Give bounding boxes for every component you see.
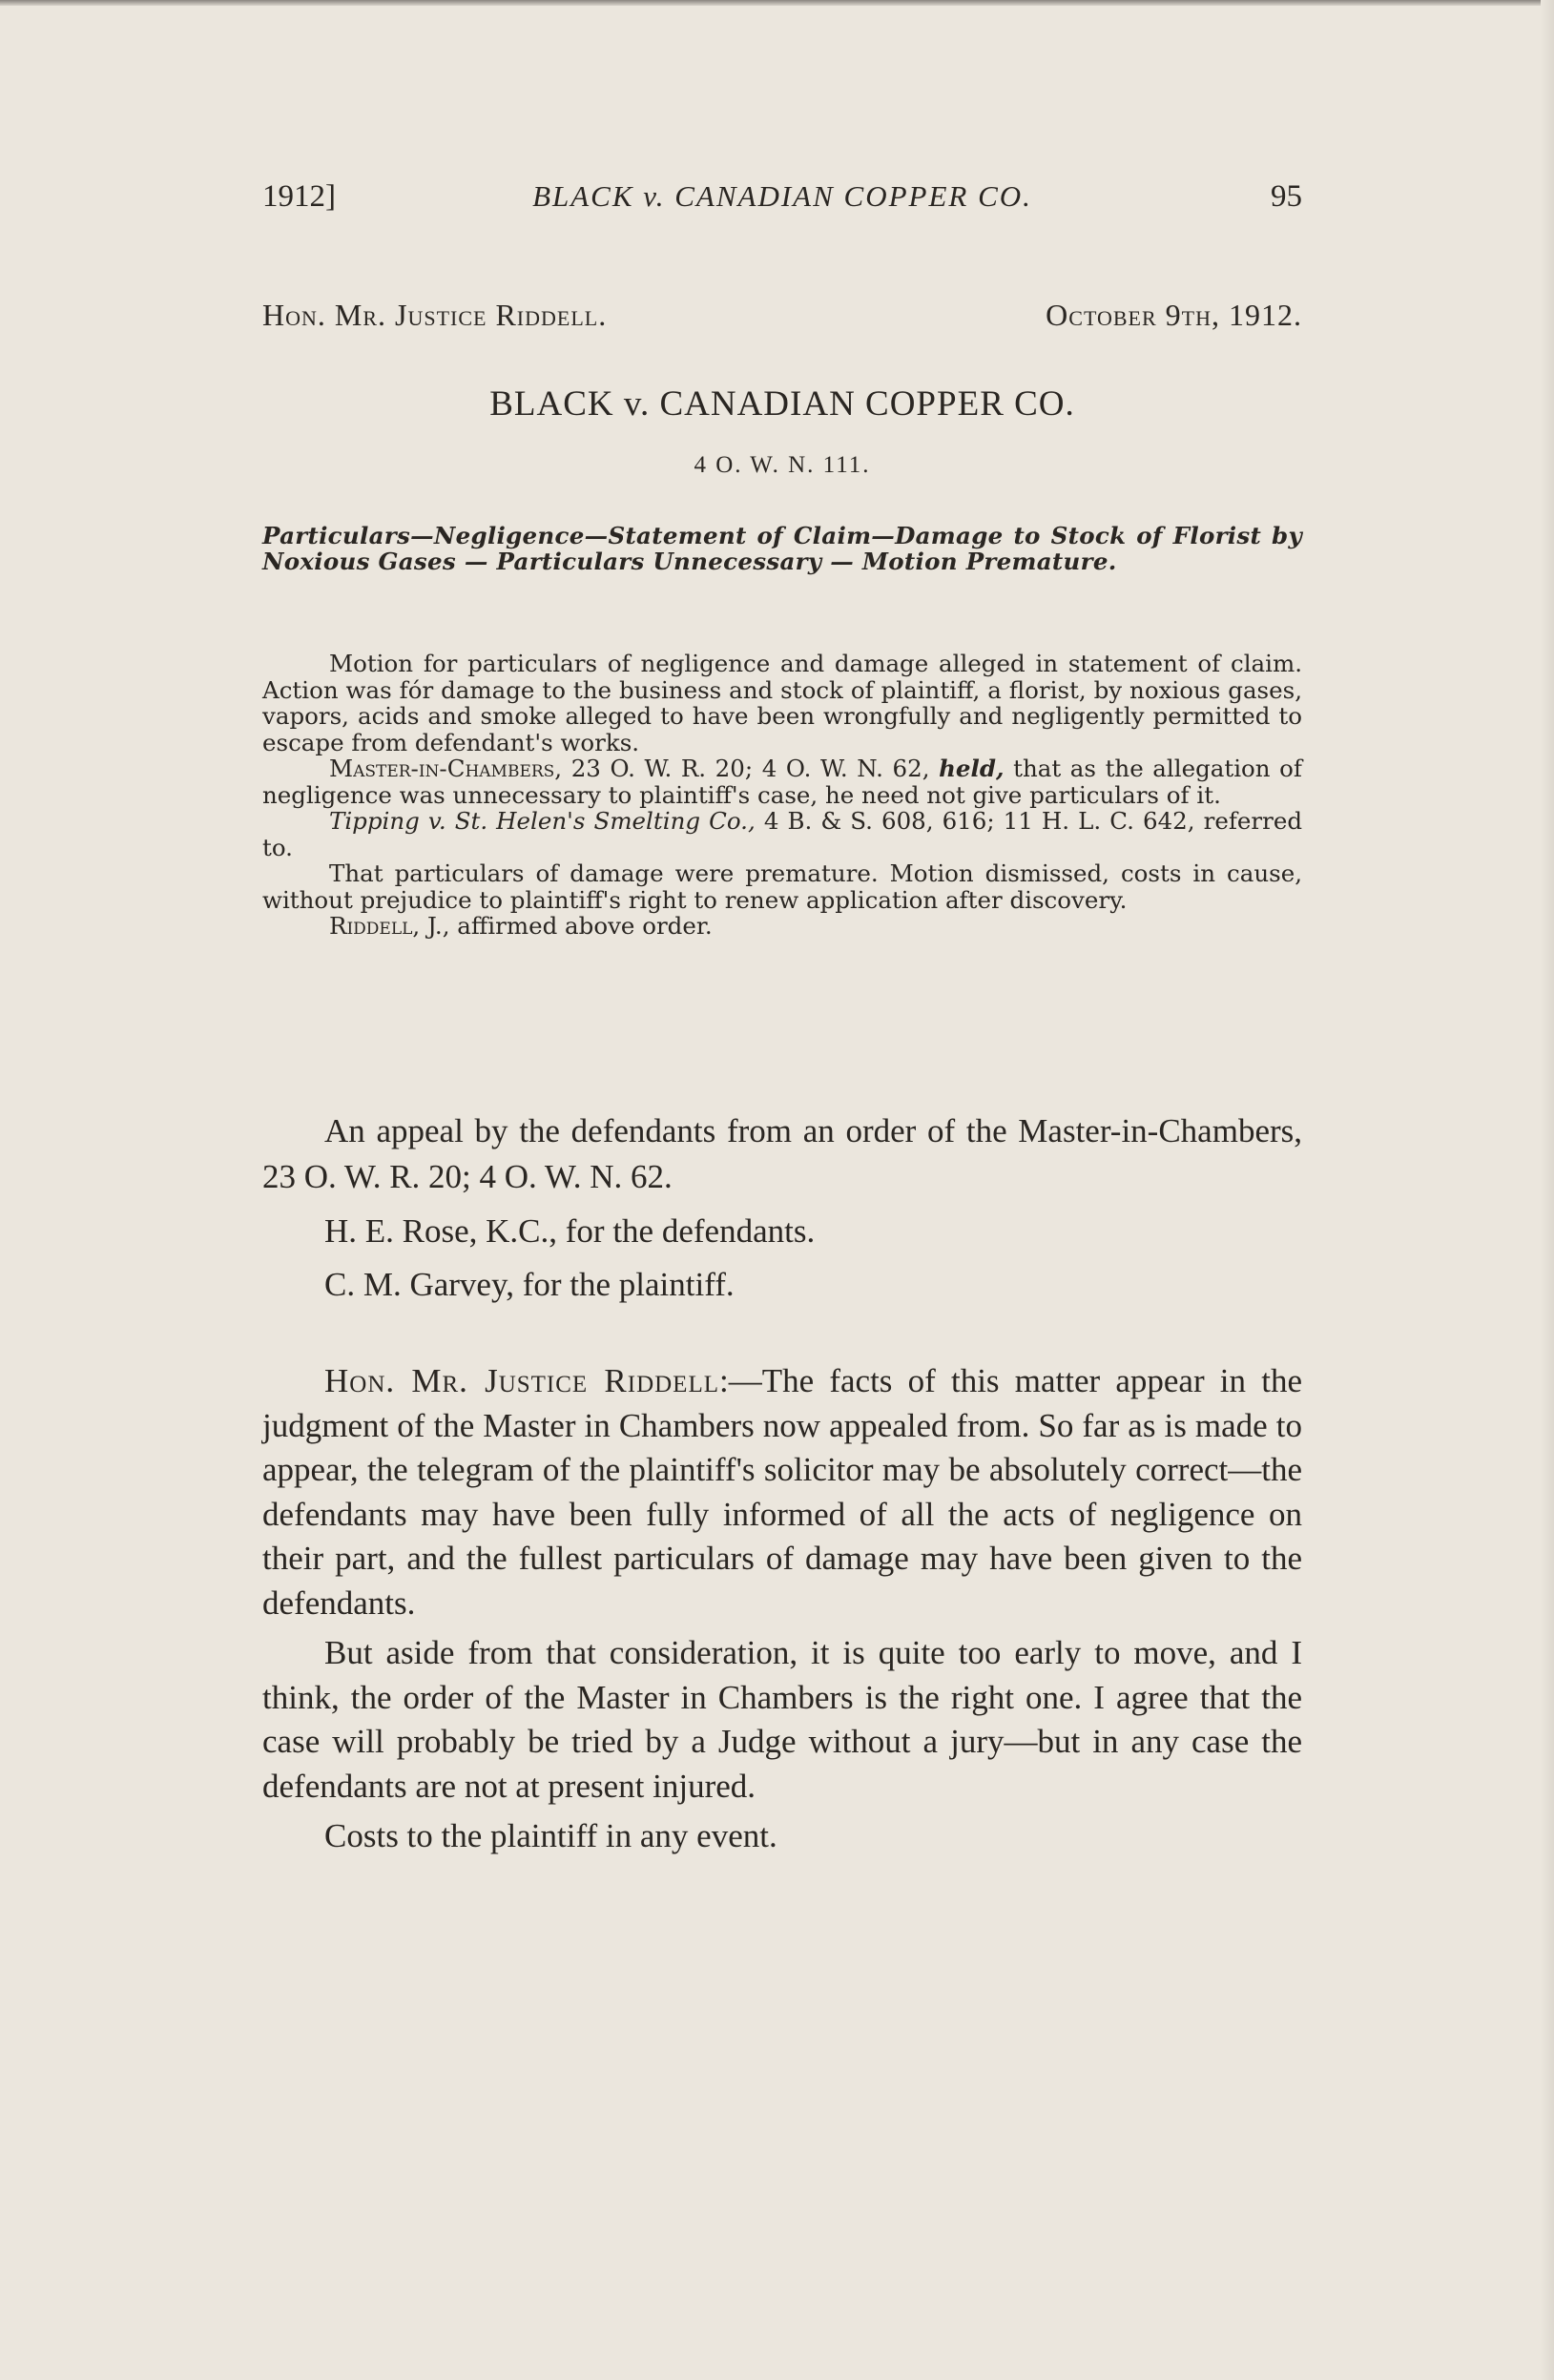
judgment-paragraph-3: Costs to the plaintiff in any event. <box>324 1817 777 1854</box>
headnote <box>262 523 1302 574</box>
case-title: BLACK v. CANADIAN COPPER CO. <box>489 384 1075 424</box>
judge-date-line <box>262 298 1302 341</box>
summary-held-rest: that as the allegation of negligence was unnecessary to plaintiff's case, he need not give particulars of it. <box>262 755 1303 809</box>
summary-paragraph-1: Motion for particulars of negligence and damage alleged in statement of claim. Action was fór damage to the business and stock of plaintiff, a florist, by noxious gases, vapors, acids and smoke alleged to have been wrongfully and negligently permitted to escape from defendant's works. <box>262 650 1302 756</box>
judgment-p1-text: :—The facts of this matter appear in the judgment of the Master in Chambers now appealed from. So far as is made to appear, the telegram of the plaintiff's solicitor may be absolutely correct—the defendants may have been fully informed of all the acts of negligence on their part, and the fullest particulars of damage may have been given to the defendants. <box>262 1362 1302 1622</box>
judgment <box>262 1359 1302 1865</box>
headnote-text: Particulars—Negligence—Statement of Claim—Damage to Stock of Florist by Noxious Gases — Particulars Unnecessary — Motion Premature. <box>262 522 1302 575</box>
summary-paragraph-4: That particulars of damage were premature. Motion dismissed, costs in cause, without prejudice to plaintiff's right to renew application after discovery. <box>262 859 1302 914</box>
tipping-case-cite: 4 B. & S. 608, 616; 11 H. L. C. 642, referred to. <box>262 807 1303 861</box>
running-head-title: BLACK v. CANADIAN COPPER CO. <box>532 179 1032 213</box>
decision-date: October 9th, 1912. <box>1046 298 1302 332</box>
appeal-paragraph: An appeal by the defendants from an order of the Master-in-Chambers, 23 O. W. R. 20; 4 O. W. N. 62. <box>262 1112 1302 1195</box>
counsel-plaintiff: C. M. Garvey, for the plaintiff. <box>324 1266 735 1303</box>
page-right-edge <box>1541 0 1554 2380</box>
counsel-defendants: H. E. Rose, K.C., for the defendants. <box>324 1212 816 1250</box>
summary-paragraph-2 <box>262 755 1302 808</box>
running-head-year: 1912] <box>262 179 336 214</box>
counsel-list <box>262 1208 1302 1309</box>
case-summary <box>262 651 1302 940</box>
summary-cite: 23 O. W. R. 20; 4 O. W. N. 62, <box>562 755 940 782</box>
summary-paragraph-3 <box>262 808 1302 860</box>
page-top-edge <box>0 0 1554 6</box>
page-number: 95 <box>1271 179 1302 214</box>
judgment-paragraph-1 <box>262 1359 1302 1625</box>
summary-paragraph-5 <box>262 913 1302 940</box>
riddell-affirmed: affirmed above order. <box>449 912 713 940</box>
running-head <box>262 179 1302 227</box>
judgment-paragraph-2: But aside from that consideration, it is quite too early to move, and I think, the order of the Master in Chambers is the right one. I agree that the case will probably be tried by a Judge without a jury—but in any case the defendants are not at present injured. <box>262 1634 1302 1805</box>
held-word: held, <box>939 755 1005 782</box>
riddell-ref: Riddell, J., <box>329 912 450 940</box>
master-in-chambers-ref: Master-in-Chambers, <box>329 755 563 782</box>
appeal-and-counsel <box>262 1108 1302 1314</box>
tipping-case-name: Tipping v. St. Helen's Smelting Co., <box>329 807 756 835</box>
case-citation: 4 O. W. N. 111. <box>694 452 871 478</box>
judge-name: Hon. Mr. Justice Riddell. <box>262 298 608 332</box>
judgment-lead: Hon. Mr. Justice Riddell <box>324 1362 719 1399</box>
